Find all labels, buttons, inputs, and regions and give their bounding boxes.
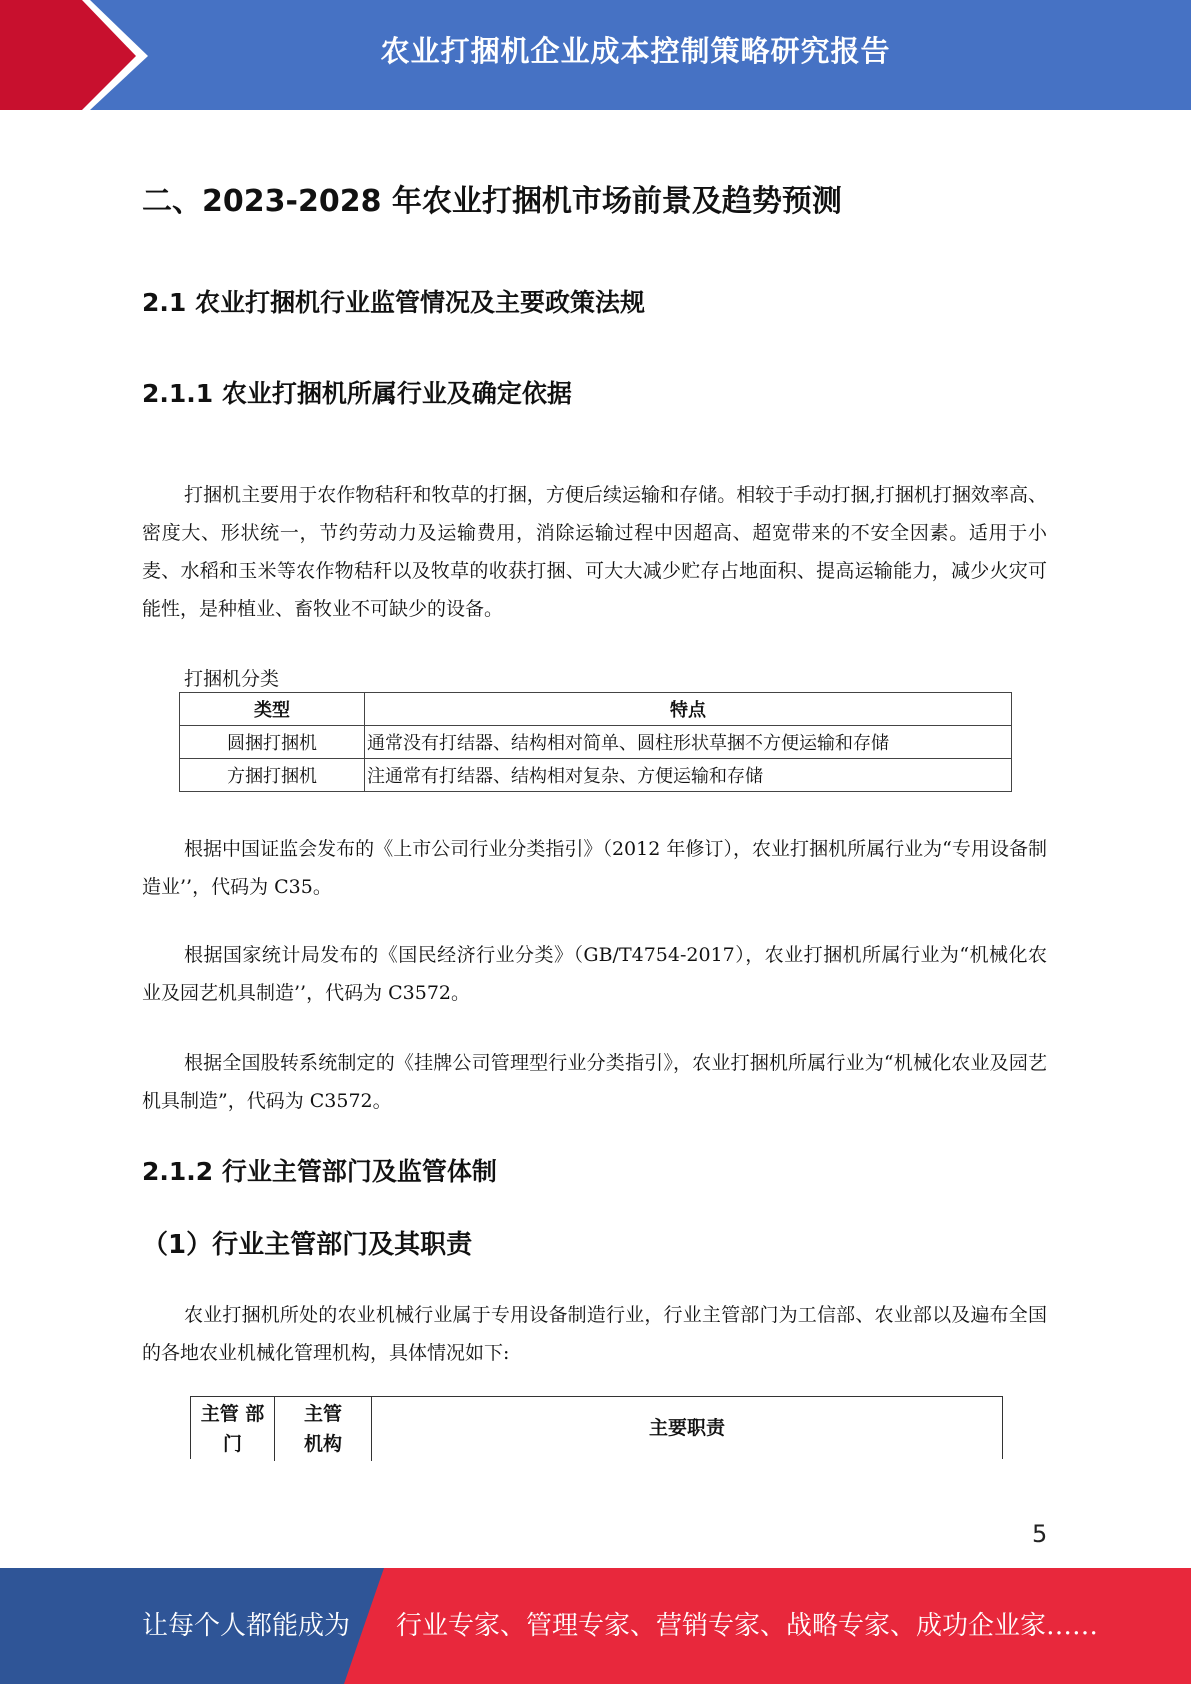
table-header-cell: 主管 部 门 — [191, 1397, 275, 1461]
page-number: 5 — [1032, 1520, 1048, 1548]
baler-classification-table — [179, 692, 1012, 792]
table-cell: 圆捆打捆机 — [180, 726, 365, 759]
paragraph-nbs-classification: 根据国家统计局发布的《国民经济行业分类》（GB/T4754-2017），农业打捆机所属行业为“机械化农业及园艺机具制造’’，代码为 C3572。 — [142, 944, 1047, 1004]
header-red-arrow — [0, 0, 160, 110]
subsubsection-heading-industry: 2.1.1 农业打捆机所属行业及确定依据 — [142, 379, 572, 408]
section-heading: 二、2023-2028 年农业打捆机市场前景及趋势预测 — [142, 184, 842, 219]
subsection-heading: 2.1 农业打捆机行业监管情况及主要政策法规 — [142, 288, 645, 317]
numbered-heading: （1）行业主管部门及其职责 — [142, 1230, 473, 1260]
subsubsection-heading-regulation: 2.1.2 行业主管部门及监管体制 — [142, 1157, 497, 1186]
paragraph-csrc-classification: 根据中国证监会发布的《上市公司行业分类指引》（2012 年修订），农业打捆机所属行业为“专用设备制造业’’，代码为 C35。 — [142, 838, 1047, 898]
report-title: 农业打捆机企业成本控制策略研究报告 — [380, 34, 891, 68]
paragraph-neeq-classification: 根据全国股转系统制定的《挂牌公司管理型行业分类指引》，农业打捆机所属行业为“机械化农业及园艺机具制造”，代码为 C3572。 — [142, 1052, 1047, 1112]
table-header-cell: 主管 机构 — [275, 1397, 372, 1461]
table-header-cell: 主要职责 — [648, 1417, 725, 1439]
footer-slogan-right: 行业专家、管理专家、营销专家、战略专家、成功企业家…… — [396, 1611, 1099, 1641]
page-header — [0, 0, 1191, 110]
table-cell: 方捆打捆机 — [180, 759, 365, 792]
authority-table — [190, 1396, 1003, 1459]
paragraph-baler-intro: 打捆机主要用于农作物秸秆和牧草的打捆，方便后续运输和存储。相较于手动打捆,打捆机打捆效率高、密度大、形状统一，节约劳动力及运输费用，消除运输过程中因超高、超宽带来的不安全因素。适用于小麦、水稻和玉米等农作物秸秆以及牧草的收获打捆、可大大减少贮存占地面积、提高运输能力，减少火灾可能性，是种植业、畜牧业不可缺少的设备。 — [142, 484, 1047, 620]
table-cell: 注通常有打结器、结构相对复杂、方便运输和存储 — [365, 759, 1012, 792]
table-row — [180, 759, 1012, 792]
footer-slogan-left: 让每个人都能成为 — [142, 1611, 351, 1641]
paragraph-authorities: 农业打捆机所处的农业机械行业属于专用设备制造行业，行业主管部门为工信部、农业部以及遍布全国的各地农业机械化管理机构，具体情况如下: — [142, 1304, 1047, 1364]
page-footer — [0, 1568, 1191, 1684]
table-row — [180, 726, 1012, 759]
table-cell: 通常没有打结器、结构相对简单、圆柱形状草捆不方便运输和存储 — [365, 726, 1012, 759]
table-header-cell: 类型 — [180, 693, 365, 726]
table-header-cell: 特点 — [365, 693, 1012, 726]
table-header-row — [180, 693, 1012, 726]
table-caption: 打捆机分类 — [184, 668, 280, 690]
